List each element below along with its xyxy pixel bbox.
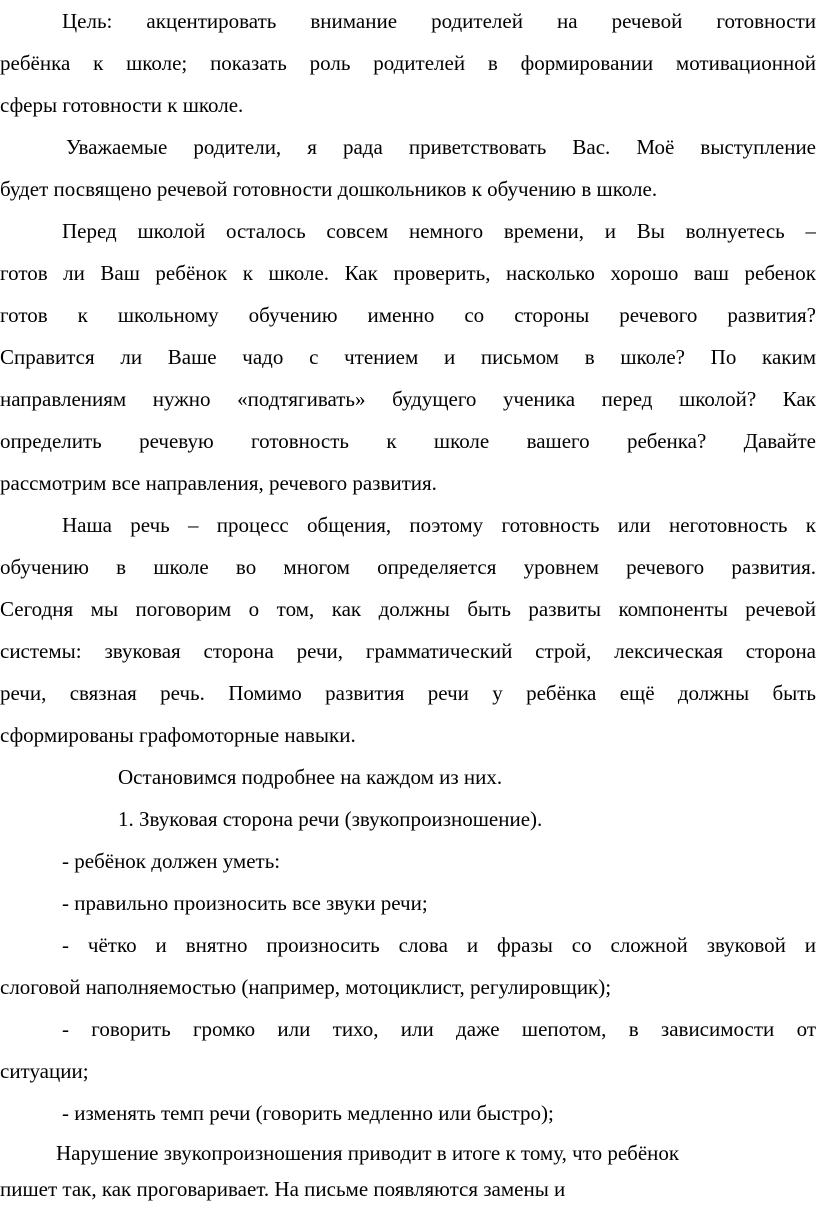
speech-line-2: обучению в школе во многом определяется уровнем речевого развития. <box>0 555 816 579</box>
closing-line-1: Нарушение звукопроизношения приводит в итоге к тому, что ребёнок <box>56 1141 680 1165</box>
goal-line-1: Цель: акцентировать внимание родителей на речевой готовности <box>62 9 816 33</box>
intro-line-5: направлениям нужно «подтягивать» будущего ученика перед школой? Как <box>0 387 816 411</box>
list-item-2-line-1: - чётко и внятно произносить слова и фразы со сложной звуковой и <box>62 933 816 957</box>
intro-line-4: Справится ли Ваше чадо с чтением и письмом в школе? По каким <box>0 345 816 369</box>
intro-line-7: рассмотрим все направления, речевого развития. <box>0 471 437 495</box>
speech-line-5: речи, связная речь. Помимо развития речи у ребёнка ещё должны быть <box>0 681 816 705</box>
intro-line-3: готов к школьному обучению именно со стороны речевого развития? <box>0 303 816 327</box>
list-intro: - ребёнок должен уметь: <box>62 849 281 873</box>
greeting-line-2: будет посвящено речевой готовности дошкольников к обучению в школе. <box>0 177 658 201</box>
section-lead: Остановимся подробнее на каждом из них. <box>118 765 503 789</box>
intro-line-6: определить речевую готовность к школе вашего ребенка? Давайте <box>0 429 816 453</box>
speech-line-1: Наша речь – процесс общения, поэтому готовность или неготовность к <box>62 513 816 537</box>
greeting-line-1: Уважаемые родители, я рада приветствовать Вас. Моё выступление <box>66 135 816 159</box>
list-item-2-line-2: слоговой наполняемостью (например, мотоциклист, регулировщик); <box>0 975 612 999</box>
speech-line-4: системы: звуковая сторона речи, грамматический строй, лексическая сторона <box>0 639 816 663</box>
speech-line-6: сформированы графомоторные навыки. <box>0 723 356 747</box>
intro-line-1: Перед школой осталось совсем немного времени, и Вы волнуетесь – <box>62 219 816 243</box>
list-item-4: - изменять темп речи (говорить медленно или быстро); <box>62 1101 554 1125</box>
section-heading-1: 1. Звуковая сторона речи (звукопроизношение). <box>118 807 543 831</box>
speech-line-3: Сегодня мы поговорим о том, как должны быть развиты компоненты речевой <box>0 597 816 621</box>
list-item-3-line-2: ситуации; <box>0 1059 89 1083</box>
closing-line-2: пишет так, как проговаривает. На письме появляются замены и <box>0 1177 566 1201</box>
list-item-1: - правильно произносить все звуки речи; <box>62 891 428 915</box>
intro-line-2: готов ли Ваш ребёнок к школе. Как проверить, насколько хорошо ваш ребенок <box>0 261 816 285</box>
list-item-3-line-1: - говорить громко или тихо, или даже шепотом, в зависимости от <box>62 1017 816 1041</box>
goal-line-2: ребёнка к школе; показать роль родителей в формировании мотивационной <box>0 51 816 75</box>
goal-line-3: сферы готовности к школе. <box>0 93 244 117</box>
